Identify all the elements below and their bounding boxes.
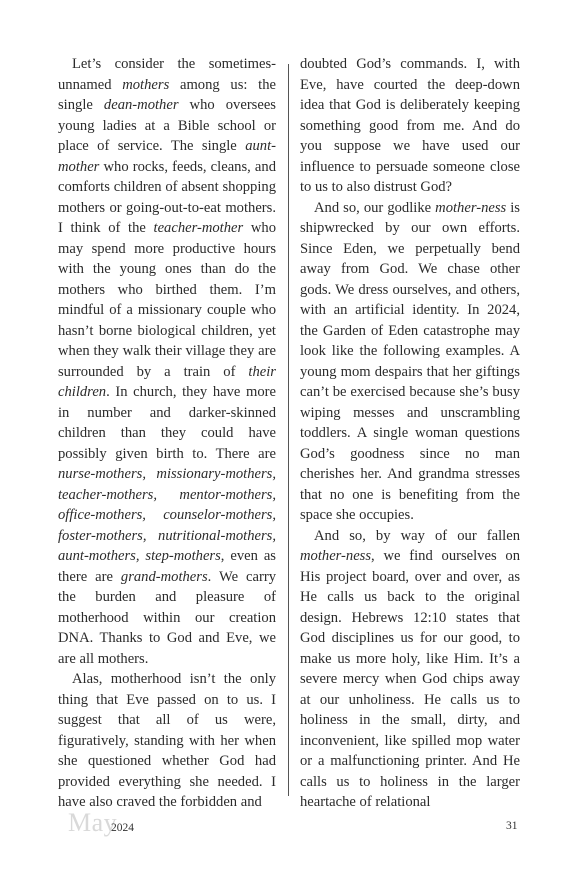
right-text-column: [300, 54, 520, 813]
left-text-column: [58, 54, 276, 813]
paragraph: Alas, motherhood isn’t the only thing that Eve passed on to us. I suggest that all of us were, figuratively, standing with her when she questioned whether God had provided everything she needed. I have also craved the forbidden and: [58, 671, 276, 810]
paragraph-continued: doubted God’s commands. I, with Eve, have courted the deep-down idea that God is deliberately keeping something good from me. And do you suppose we have used our influence to persuade someone close to us to also distrust God?: [300, 56, 520, 195]
page-number: 31: [506, 820, 518, 832]
paragraph: Let’s consider the sometimes-unnamed mothers among us: the single dean-mother who oversees young ladies at a Bible school or place of service. The single aunt-mother who rocks, feeds, cleans, and comforts children of absent shopping mothers or going-out-to-eat mothers. I think of the teacher-mother who may spend more productive hours with the young ones than do the mothers who birthed them. I’m mindful of a missionary couple who hasn’t borne biological children, yet when they walk their village they are surrounded by a train of their children. In church, they have more in number and darker-skinned children than they could have possibly given birth to. There are nurse-mothers, missionary-mothers, teacher-mothers, mentor-mothers, office-mothers, counselor-mothers, foster-mothers, nutritional-mothers, aunt-mothers, step-mothers, even as there are grand-mothers. We carry the burden and pleasure of motherhood within our creation DNA. Thanks to God and Eve, we are all mothers.: [58, 56, 276, 667]
paragraph: And so, our godlike mother-ness is shipwrecked by our own efforts. Since Eden, we perpetually bend away from God. We chase other gods. We dress ourselves, and others, with an artificial identity. In 2024, the Garden of Eden catastrophe may look like the following examples. A young mom despairs that her giftings can’t be exercised because she’s busy wiping messes and unscrambling toddlers. A single woman questions God’s goodness since no man cherishes her. And grandma stresses that no one is benefiting from the space she occupies.: [300, 199, 520, 523]
footer-year: 2024: [111, 822, 134, 834]
paragraph: And so, by way of our fallen mother-ness, we find ourselves on His project board, over and over, as He calls us back to the original design. Hebrews 12:10 states that God disciplines us for our good, to make us more holy, like Him. It’s a severe mercy when God chips away at our unholiness. He calls us to holiness in the small, dirty, and inconvenient, like spilled mop water or a malfunctioning printer. And He calls us to holiness in the larger heartache of relational: [300, 527, 520, 810]
footer-month: May: [68, 808, 118, 837]
column-divider: [288, 64, 289, 796]
